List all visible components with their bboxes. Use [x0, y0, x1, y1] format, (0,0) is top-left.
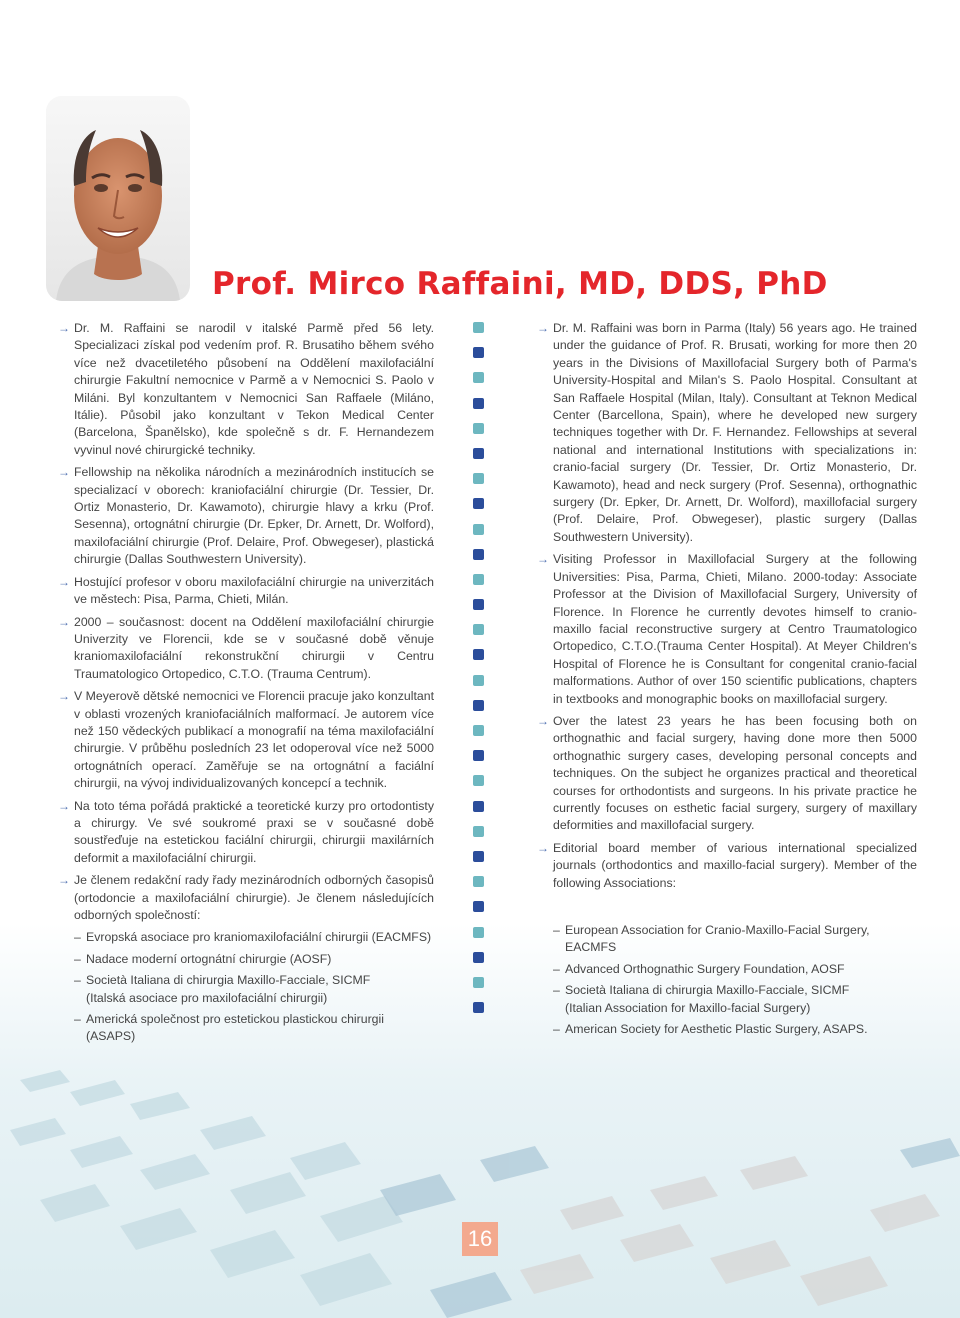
divider-square	[473, 649, 484, 660]
divider-square	[473, 624, 484, 635]
english-paragraph: → Visiting Professor in Maxillofacial Surgery at the following Universities: Pisa, Parma, Chieti, Milano. 2000-today: Associate Professor at the Division of Maxillofacial Surgery, University of Florence. In Florence he currently devotes himself to cranio-maxillo facial reconstructive surgery at Centro Traumatologico Ortopedico, C.T.O.(Trauma Center Hospital). At Meyer Children's Hospital of Florence he is Consultant for congenital cranio-facial malformations. Author of over 150 scientific publications, chapters in textbooks and monographic books on maxillofacial surgery.	[537, 552, 917, 706]
portrait-illustration	[46, 96, 190, 301]
divider-squares	[473, 322, 485, 1027]
divider-square	[473, 549, 484, 560]
list-item: – Società Italiana di chirurgia Maxillo-Facciale, SICMF (Italská asociace pro maxilofaciální chirurgii)	[74, 973, 371, 1005]
czech-column	[58, 320, 434, 1050]
english-society-list	[553, 922, 917, 1038]
divider-square	[473, 498, 484, 509]
list-item: – Advanced Orthognathic Surgery Foundation, AOSF	[553, 961, 845, 976]
divider-square	[473, 574, 484, 585]
list-item: – Società Italiana di chirurgia Maxillo-Facciale, SICMF (Italian Association for Maxillo-facial Surgery)	[553, 983, 850, 1015]
divider-square	[473, 725, 484, 736]
list-item: – Nadace moderní ortognátní chirurgie (AOSF)	[74, 951, 332, 966]
english-paragraph: → Dr. M. Raffaini was born in Parma (Italy) 56 years ago. He trained under the guidance of Prof. R. Brusati, working for more then 20 years in the Divisions of Maxillofacial Surgery both of Parma's University-Hospital and Milan's S. Paolo Hospital. Consultant at San Raffaele Hospital (Milan, Italy). Consultant at Teknon Medical Center (Barcellona, Spain), where he developed new surgery techniques together with Dr. F. Hernandez. Fellowships at several national and international Institutions with specializations in: cranio-facial surgery (Dr. Tessier, Dr. Ortiz Monasterio, Dr. Kawamoto), head and neck surgery (Prof. Sesenna), orthognathic surgery (Dr. Epker, Dr. Arnett, Dr. Wolford), maxillofacial surgery (Prof. Delaire, Prof. Obwegeser), plastic surgery (Dallas Southwestern University).	[537, 321, 917, 544]
arrow-icon: →	[58, 321, 70, 335]
page-number: 16	[462, 1222, 498, 1256]
english-paragraph: → Over the latest 23 years he has been focusing both on orthognathic and facial surgery, having done more then 5000 orthognathic surgery cases, developing personal concepts and techniques. On the subject he organizes practical and theoretical courses for orthodontists and surgeons. In his private practice he currently focuses on esthetic facial surgery, surgery of maxillary deformities and maxillofacial surgery.	[537, 713, 917, 833]
divider-square	[473, 876, 484, 887]
arrow-icon: →	[58, 798, 70, 813]
arrow-icon: →	[537, 840, 549, 855]
czech-paragraph: → Je členem redakční rady řady mezinárodních odborných časopisů (ortodoncie a maxilofaciální chirurgie). Je členem následujících odborných společností:	[58, 873, 434, 922]
divider-square	[473, 423, 484, 434]
divider-square	[473, 826, 484, 837]
divider-square	[473, 750, 484, 761]
divider-square	[473, 347, 484, 358]
czech-paragraph: → 2000 – současnost: docent na Oddělení maxilofaciální chirurgie Univerzity ve Florencii, kde se v současné době věnuje kraniomaxilofaciální rekonstrukční chirurgii v Centru Traumatologico Ortopedico, C.T.O. (Trauma Centrum).	[58, 614, 434, 681]
arrow-icon: →	[58, 465, 70, 480]
divider-square	[473, 675, 484, 686]
divider-square	[473, 775, 484, 786]
list-item: – European Association for Cranio-Maxillo-Facial Surgery, EACMFS	[553, 923, 870, 955]
divider-square	[473, 801, 484, 812]
list-item: – Evropská asociace pro kraniomaxilofaciální chirurgii (EACMFS)	[74, 930, 432, 945]
page-title: Prof. Mirco Raffaini, MD, DDS, PhD	[212, 266, 828, 302]
czech-paragraph: → Na toto téma pořádá praktické a teoretické kurzy pro ortodontisty a chirurgy. Ve své soukromé praxi se v současné době soustřeďuje na estetickou faciální chirurgii, chirurgii maxilárních deformit a maxilofaciální chirurgii.	[58, 798, 434, 865]
divider-square	[473, 952, 484, 963]
divider-square	[473, 372, 484, 383]
portrait-photo	[46, 96, 190, 301]
czech-society-list	[74, 929, 434, 1045]
divider-square	[473, 901, 484, 912]
arrow-icon: →	[58, 873, 70, 888]
arrow-icon: →	[58, 689, 70, 704]
divider-square	[473, 448, 484, 459]
divider-square	[473, 700, 484, 711]
divider-square	[473, 977, 484, 988]
arrow-icon: →	[58, 614, 70, 629]
list-item: – American Society for Aesthetic Plastic Surgery, ASAPS.	[553, 1022, 868, 1037]
decorative-tiles	[0, 1040, 960, 1318]
divider-square	[473, 398, 484, 409]
divider-square	[473, 524, 484, 535]
czech-paragraph: → V Meyerově dětské nemocnici ve Florencii pracuje jako konzultant v oblasti vrozených kraniofaciálních malformací. Je autorem více než 150 vědeckých publikací a monografií na téma maxilofaciální chirurgie. V průběhu posledních 23 let odoperoval více než 5000 ortognátních operací. Zaměřuje se na ortognátní a faciální chirurgii, na vývoj individualizovaných koncepcí a technik.	[58, 689, 434, 791]
arrow-icon: →	[537, 713, 549, 728]
divider-square	[473, 1002, 484, 1013]
divider-square	[473, 599, 484, 610]
divider-square	[473, 322, 484, 333]
czech-paragraph: → Fellowship na několika národních a mezinárodních institucích se specializací v oborech: kraniofaciální chirurgie (Dr. Tessier, Dr. Ortiz Monasterio, Dr. Kawamoto), chirurgie hlavy a krku (Prof. Sesenna), ortognátní chirurgie (Dr. Epker, Dr. Arnett, Dr. Wolford), maxilofaciální chirurgie (Prof. Delaire, Prof. Obwegeser), plastická chirurgie (Dallas Southwestern University).	[58, 465, 434, 567]
english-paragraph: → Editorial board member of various international specialized journals (orthodontics and maxillo-facial surgery). Member of the following Associations:	[537, 840, 917, 890]
divider-square	[473, 473, 484, 484]
divider-square	[473, 927, 484, 938]
arrow-icon: →	[537, 552, 549, 567]
czech-paragraph: → Hostující profesor v oboru maxilofaciální chirurgie na univerzitách ve městech: Pisa, Parma, Chieti, Milán.	[58, 574, 434, 607]
divider-square	[473, 851, 484, 862]
arrow-icon: →	[537, 321, 549, 335]
list-item: – Americká společnost pro estetickou plastickou chirurgii (ASAPS)	[74, 1012, 384, 1044]
arrow-icon: →	[58, 574, 70, 589]
czech-paragraph: → Dr. M. Raffaini se narodil v italské Parmě před 56 lety. Specializaci získal pod vedením prof. R. Brusatiho během svého více než dvacetiletého působení na Oddělení maxilofaciální chirurgie Fakultní nemocnice v Parmě a v Nemocnici S. Paolo v Miláni. Byl konzultantem v Nemocnici San Raffaele (Miláno, Itálie). Působil jako konzultant v Tekon Medical Center (Barcelona, Španělsko), kde společně s dr. F. Hernandezem vyvinul nové chirurgické techniky.	[58, 321, 434, 457]
english-column	[537, 320, 917, 1042]
